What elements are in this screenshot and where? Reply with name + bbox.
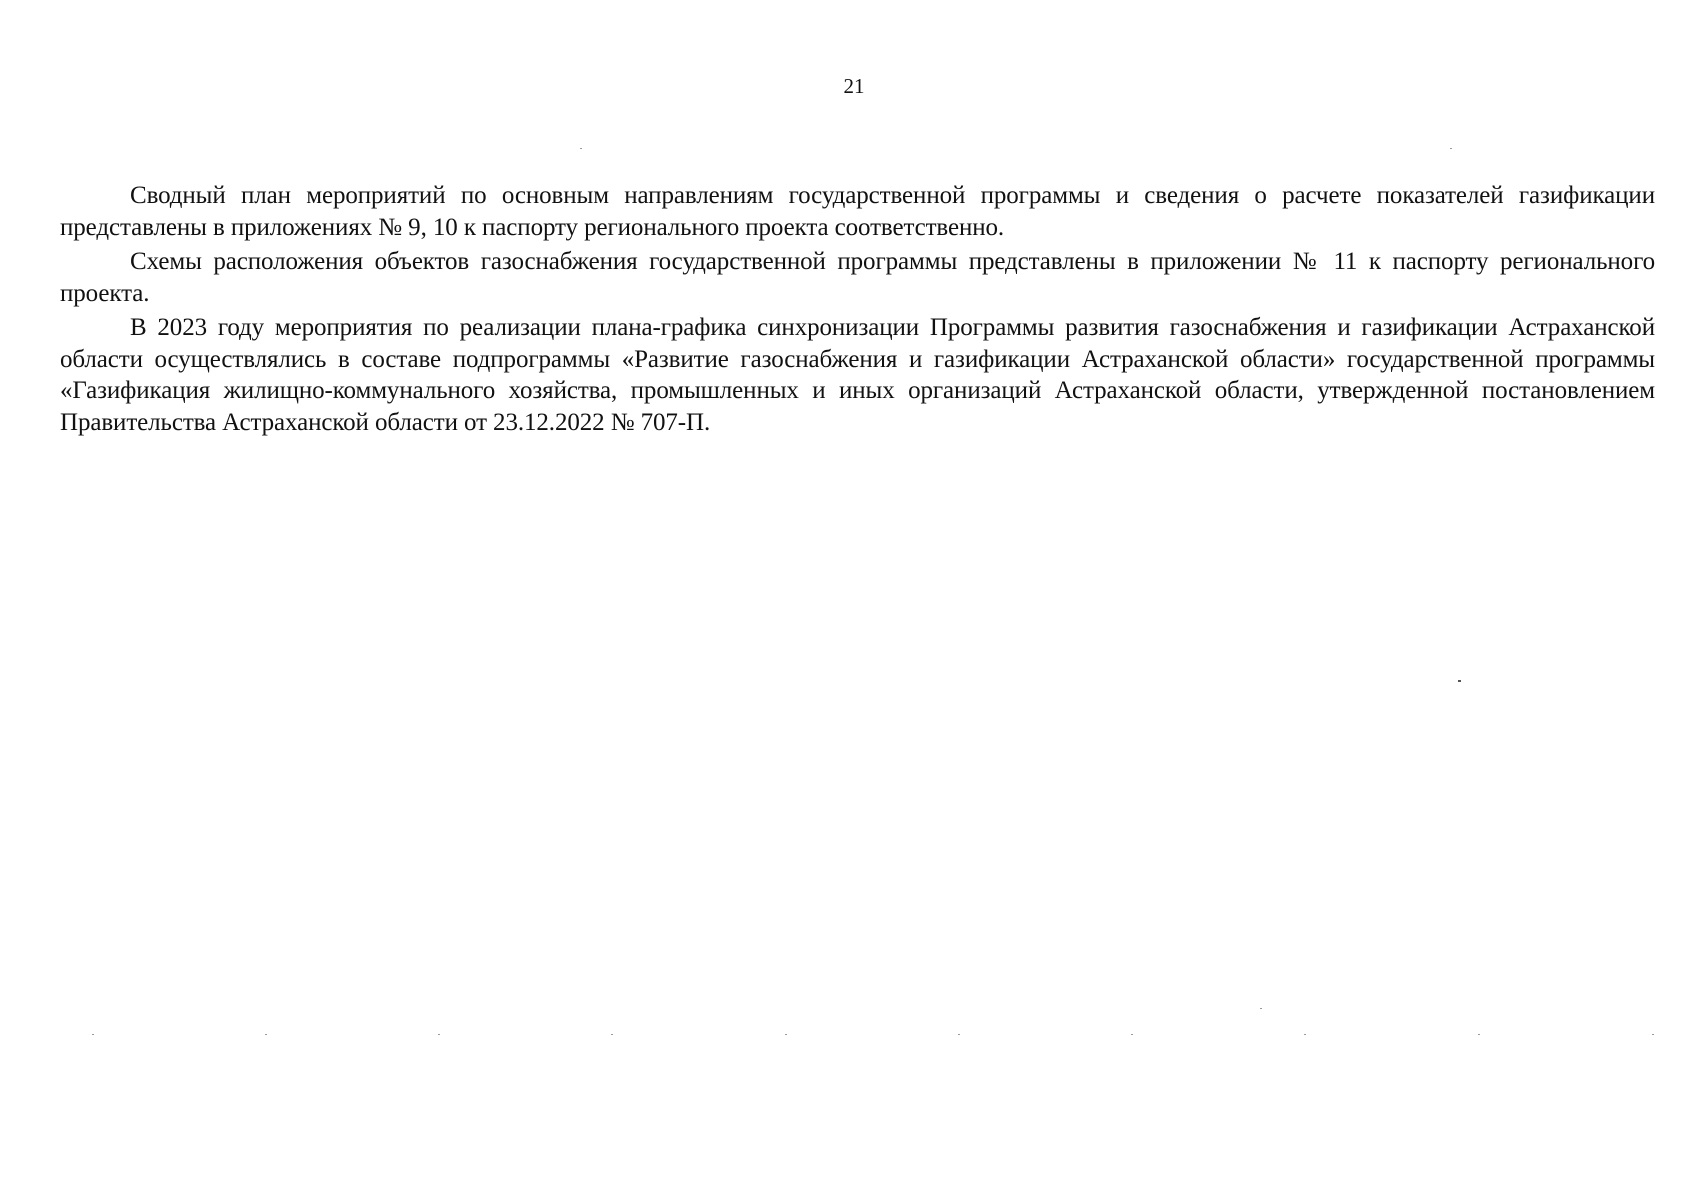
scan-speck — [1260, 1008, 1262, 1009]
paragraph-layout-schemes: Схемы расположения объектов газоснабжения государственной программы представлены в приложении № 11 к паспорту регионального проекта. — [60, 248, 1655, 307]
scan-speck — [1450, 148, 1452, 149]
paragraph-2023-activities: В 2023 году мероприятия по реализации плана-графика синхронизации Программы развития газоснабжения и газификации Астраханской области осуществлялись в составе подпрограммы «Развитие газоснабжения и газификации Астраханской области» государственной программы «Газификация жилищно-коммунального хозяйства, промышленных и иных организаций Астраханской области, утвержденной постановлением Правительства Астраханской области от 23.12.2022 № 707-П. — [60, 314, 1655, 436]
scan-speck — [580, 148, 582, 149]
scan-speck — [785, 1034, 787, 1035]
scan-speck — [1458, 680, 1461, 682]
scan-speck — [438, 1034, 440, 1035]
scan-speck — [958, 1034, 960, 1035]
scan-speck — [1478, 1034, 1480, 1035]
page-number: 21 — [843, 74, 865, 98]
paragraph-summary-plan: Сводный план мероприятий по основным направлениям государственной программы и сведения о расчете показателей газификации представлены в приложениях № 9, 10 к паспорту регионального проекта соответственно. — [60, 182, 1655, 241]
scan-speck — [265, 1034, 267, 1035]
scan-speck — [92, 1034, 94, 1035]
scan-speck — [1652, 1034, 1654, 1035]
scan-speck — [1131, 1034, 1133, 1035]
scan-speck — [1304, 1034, 1306, 1035]
scan-speck — [611, 1034, 613, 1035]
document-body — [60, 180, 1655, 441]
